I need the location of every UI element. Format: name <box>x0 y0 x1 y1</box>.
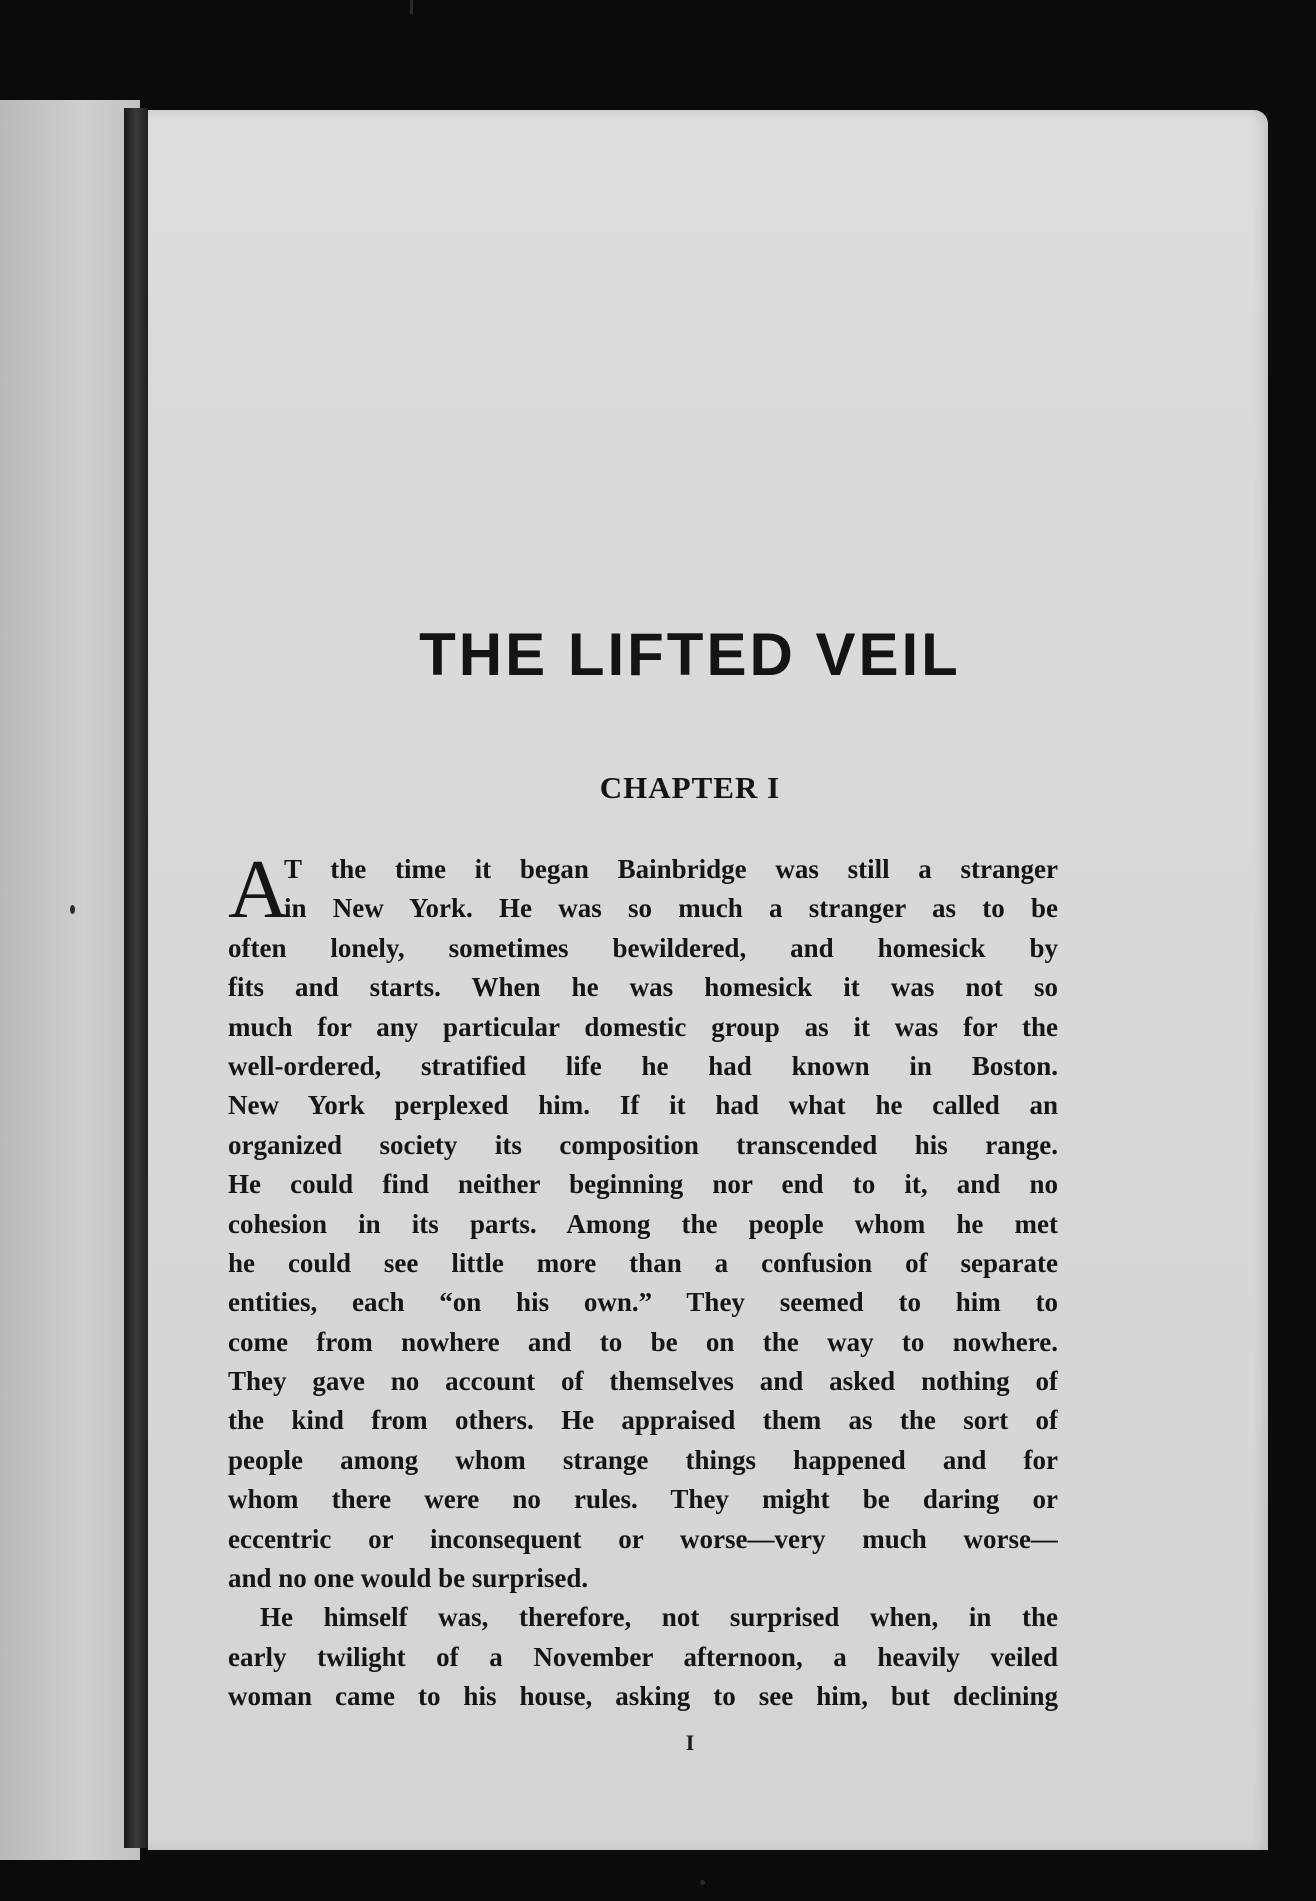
text-line: he could see little more than a confusion of separate <box>228 1247 1058 1278</box>
book-page <box>148 110 1268 1850</box>
body-text <box>228 850 1058 1717</box>
text-line: He himself was, therefore, not surprised when, in the <box>260 1602 1058 1633</box>
chapter-heading: CHAPTER I <box>599 770 781 805</box>
paragraph-2 <box>228 1598 1058 1716</box>
text-line: New York perplexed him. If it had what he called an <box>228 1090 1058 1121</box>
text-line: the kind from others. He appraised them as the sort of <box>228 1405 1058 1436</box>
text-line: come from nowhere and to be on the way to nowhere. <box>228 1326 1058 1357</box>
text-line: often lonely, sometimes bewildered, and homesick by <box>228 932 1058 963</box>
paragraph-1 <box>228 929 1058 1599</box>
text-line: T the time it began Bainbridge was still a stranger <box>284 854 1058 884</box>
facing-page-edge <box>0 100 140 1860</box>
book-gutter <box>124 108 148 1848</box>
text-line: well-ordered, stratified life he had known in Boston. <box>228 1050 1058 1081</box>
text-line: They gave no account of themselves and asked nothing of <box>228 1366 1058 1397</box>
book-title: THE LIFTED VEIL <box>419 621 961 688</box>
text-line: whom there were no rules. They might be daring or <box>228 1484 1058 1515</box>
text-line: and no one would be surprised. <box>228 1563 589 1594</box>
page-number: I <box>685 1730 695 1755</box>
scan-speck <box>70 905 75 914</box>
drop-cap: A <box>228 850 289 929</box>
text-line: organized society its composition transcended his range. <box>228 1129 1058 1160</box>
text-line: He could find neither beginning nor end to it, and no <box>228 1169 1058 1200</box>
text-line: fits and starts. When he was homesick it was not so <box>228 972 1058 1003</box>
opening-lines <box>228 850 1058 929</box>
text-line: much for any particular domestic group as it was for the <box>228 1011 1058 1042</box>
scan-speck <box>700 1880 705 1885</box>
text-line: woman came to his house, asking to see him, but declining <box>228 1681 1058 1712</box>
text-line: eccentric or inconsequent or worse—very much worse— <box>228 1523 1058 1554</box>
text-line: early twilight of a November afternoon, a heavily veiled <box>228 1641 1058 1672</box>
text-line: in New York. He was so much a stranger as to be <box>284 893 1058 924</box>
scan-speck <box>410 0 413 14</box>
text-line: people among whom strange things happened and for <box>228 1444 1058 1475</box>
text-line: entities, each “on his own.” They seemed to him to <box>228 1287 1058 1318</box>
text-line: cohesion in its parts. Among the people whom he met <box>228 1208 1058 1239</box>
